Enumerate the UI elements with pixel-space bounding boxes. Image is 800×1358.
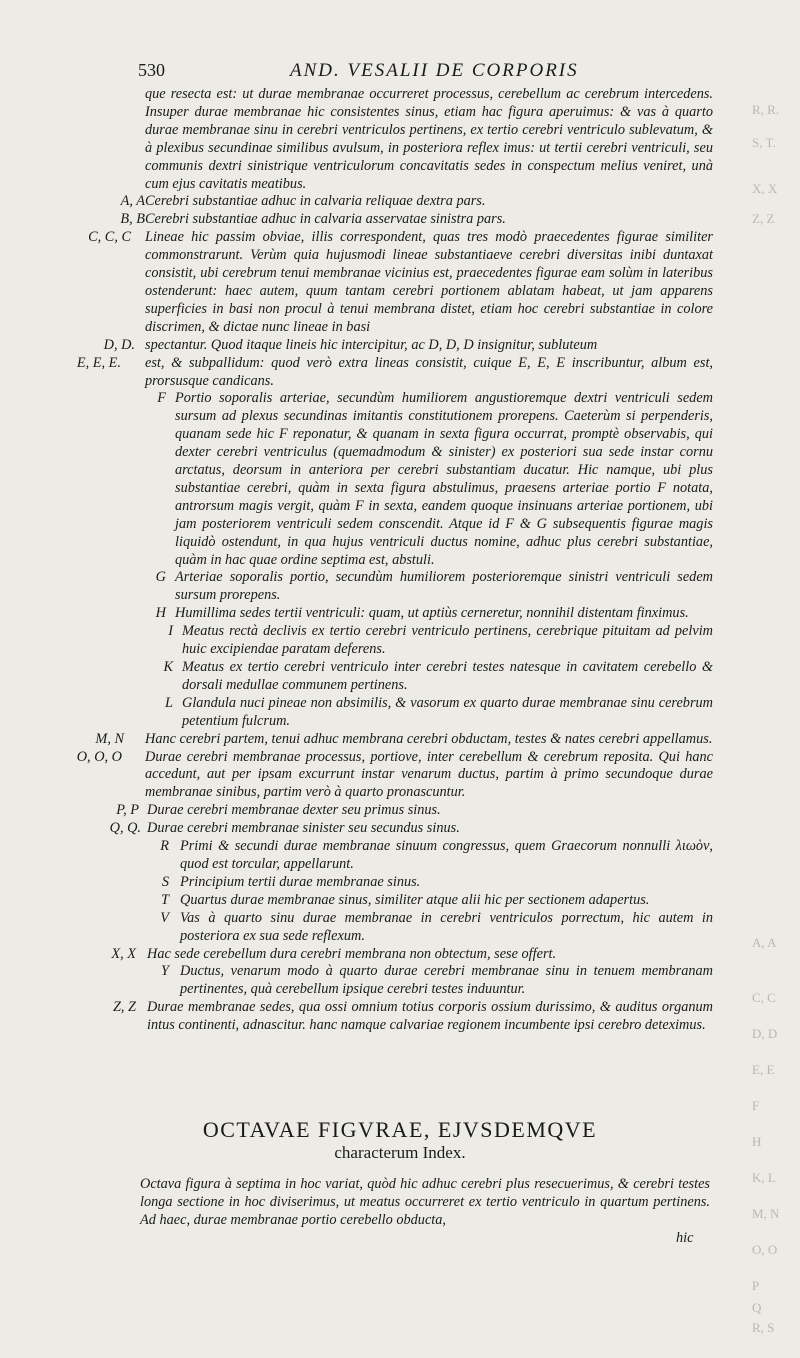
section-heading [0, 1118, 800, 1164]
bleed-through-mark: S, T. [752, 135, 776, 150]
legend-text: Cerebri substantiae adhuc in calvaria reliquae dextra pars. [145, 193, 486, 210]
bleed-through-mark: R, R. [752, 102, 780, 117]
bleed-through-mark: M, N [752, 1206, 780, 1221]
bleed-through-mark: F [752, 1098, 760, 1113]
page-header [138, 60, 698, 84]
legend-label: K [163, 659, 173, 675]
legend-label: B, B [120, 211, 145, 228]
bleed-through-mark: P [752, 1278, 760, 1293]
legend-label: I [168, 623, 173, 640]
legend-entry [0, 337, 800, 355]
legend-entry [0, 910, 800, 946]
legend-text: Lineae hic passim obviae, illis correspondent, quas tres modò praecedentes figurae similiter commonstrarunt. Verùm quia hujusmodi lineae substantiaeve cerebri diversitas inibi duntaxat consistit, ubi cerebrum tenui membranae vicinius est, praecedentes figurae eam solùm in lateribus ostenderunt: haec autem, quum tantam cerebri portionem ablatam habeat, ut jam apparens superficies in basi non procul à tenui membrana distet, etiam hoc cerebri substantiae in colore discrimen, & dictae nunc lineae in basi [145, 229, 713, 335]
legend-entry [0, 355, 800, 391]
legend-entry [0, 963, 800, 999]
legend-label: A, A [120, 193, 145, 210]
legend-label: C, C, C [88, 229, 131, 246]
legend-label: Q, Q. [109, 820, 141, 837]
legend-text: est, & subpallidum: quod verò extra lineas consistit, cuique E, E, E inscribuntur, album est, prorsusque candicans. [145, 354, 713, 389]
legend-text: Durae cerebri membranae sinister seu secundus sinus. [147, 820, 460, 837]
legend-label: P, P [116, 802, 139, 819]
section-subtitle: characterum Index. [334, 1143, 466, 1162]
bleed-through-mark: K, L [752, 1170, 776, 1185]
page-body [0, 86, 800, 1035]
running-head: AND. VESALII DE CORPORIS [290, 60, 579, 81]
section-title: OCTAVAE FIGVRAE, EJVSDEMQVE [202, 1117, 598, 1142]
legend-text: Portio soporalis arteriae, secundùm humiliorem angustioremque dextri ventriculi sedem sursum ad plexus secundinas imitantis constitutionem prorepens. Caeterùm si perpenderis, quanam sede hic F reponatur, & quanam in sexta figura occurrat, promptè observabis, qui dexter cerebri ventriculus (quemadmodum & sinister) ex posteriori sua sede instar cornu arctatus, deorsum in anteriora per cerebri substantiam ducatur. Hic namque, ubi plus substantiae cerebri, quàm in sexta figura abstulimus, praesens arteriae portio F notata, antrorsum magis vergit, quàm F in sexta, eandem quoque insinuans arteriae portionem, ubi jam posteriorem ventriculi sedem conscendit. Atque id F & G subsequentis figurae magis liquidò ostendunt, in qua hujus ventriculi ductus nomine, adhuc plus cerebri substantiae, quàm in hac quae ordine septima est, abstuli. [175, 390, 713, 568]
bleed-through-mark: O, O [752, 1242, 778, 1257]
legend-label: M, N [95, 730, 124, 747]
legend-label: Z, Z [112, 999, 136, 1016]
legend-text: Durae membranae sedes, qua ossi omnium totius corporis ossium durissimo, & auditus organum intus continenti, adnascitur. hanc namque calvariae regionem incumbente ipsi cerebro deteximus. [147, 999, 713, 1034]
legend-text: Hac sede cerebellum dura cerebri membrana non obtectum, sese offert. [147, 945, 557, 962]
legend-entry [0, 695, 800, 731]
legend-text: Humillima sedes tertii ventriculi: quam, ut aptiùs cerneretur, nonnihil distentam finximus. [175, 605, 689, 622]
legend-entry [0, 892, 800, 910]
legend-text: Glandula nuci pineae non absimilis, & vasorum ex quarto durae membranae sinu cerebrum petentium fulcrum. [182, 694, 713, 729]
legend-text: Hanc cerebri partem, tenui adhuc membrana cerebri obductam, testes & nates cerebri appellamus. [145, 730, 713, 747]
legend-text: Ductus, venarum modo à quarto durae cerebri membranae sinu in tenuem membranam pertinentes, quà cerebellum ipsique cerebri testes induuntur. [180, 963, 713, 998]
legend-entry [0, 946, 800, 964]
legend-entry [0, 749, 800, 803]
legend-text: Principium tertii durae membranae sinus. [180, 873, 421, 890]
legend-label: Y [161, 963, 169, 980]
legend-label: G [155, 569, 166, 586]
bleed-through-mark: C, C [752, 990, 776, 1005]
legend-entry [0, 999, 800, 1035]
legend-text: Arteriae soporalis portio, secundùm humiliorem posterioremque sinistri ventriculi sedem sursum prorepens. [175, 569, 713, 604]
legend-text: Meatus ex tertio cerebri ventriculo inter cerebri testes natesque in cavitatem cerebello & dorsali medullae communem pertinens. [182, 659, 713, 693]
legend-text: Durae cerebri membranae dexter seu primus sinus. [147, 802, 441, 819]
legend-entry [0, 802, 800, 820]
legend-entry [0, 390, 800, 569]
page-number: 530 [138, 60, 165, 80]
bleed-through-mark: X, X [752, 181, 778, 196]
bleed-through-mark: D, D [752, 1026, 778, 1041]
legend-entry [0, 659, 800, 695]
legend-label: X, X [111, 945, 136, 962]
legend-entry [0, 820, 800, 838]
legend-text: Meatus rectà declivis ex tertio cerebri ventriculo pertinens, cerebrique pituitam ad pelvim huic excipiendae paratam deferens. [182, 623, 713, 658]
legend-text: Cerebri substantiae adhuc in calvaria asservatae sinistra pars. [145, 211, 506, 228]
catchword: hic [676, 1230, 694, 1246]
legend-entry [0, 731, 800, 749]
legend-label: T [161, 891, 169, 908]
legend-entry [0, 605, 800, 623]
legend-entries [0, 193, 800, 1035]
bleed-through-mark: A, A [752, 935, 777, 950]
legend-text: Primi & secundi durae membranae sinuum congressus, quem Graecorum nonnulli λιωὸν, quod est torcular, appellarunt. [180, 838, 713, 872]
legend-label: L [165, 694, 173, 711]
legend-entry [0, 211, 800, 229]
legend-label: R [160, 838, 169, 855]
legend-label: O, O, O [76, 748, 122, 765]
legend-text: Quartus durae membranae sinus, similiter atque alii hic per sectionem adapertus. [180, 891, 650, 908]
bleed-through-mark: E, E [752, 1062, 775, 1077]
bleed-through-mark: Q [752, 1300, 762, 1315]
legend-label: D, D. [103, 336, 135, 353]
bleed-through-mark: H [752, 1134, 762, 1149]
bleed-through-mark: Z, Z [752, 211, 775, 226]
legend-label: S [161, 873, 169, 890]
legend-entry [0, 874, 800, 892]
legend-text: Vas à quarto sinu durae membranae in cerebri ventriculos porrectum, hic autem in posteriora ex sua sede reflexum. [180, 909, 713, 944]
legend-entry [0, 229, 800, 336]
legend-label: E, E, E. [76, 354, 121, 371]
legend-label: F [157, 390, 166, 407]
intro-paragraph: que resecta est: ut durae membranae occurreret processus, cerebellum ac cerebrum intercedens. Insuper durae membranae hic consistentes sinus, etiam hac figura aperuimus: & vas à quarto durae membranae sinu in cerebri ventriculos pertinens, ex tertio cerebri ventriculo sublevatum, & à plexibus secundinae similibus avulsum, in posteriora reflex imus: ut tertii cerebri ventriculi, seu communis dextri sinistrique ventriculorum concavitatis sedes in conspectum melius veniret, unà cum ejus cavitatis meatibus. [145, 86, 713, 192]
legend-entry [0, 623, 800, 659]
legend-entry [0, 193, 800, 211]
legend-text: Durae cerebri membranae processus, portiove, inter cerebellum & cerebrum reposita. Qui hanc accedunt, aut per ipsam excurrunt instar venarum ductus, partim à primo secundoque durae membranae sinibus, partim verò à quarto pronascuntur. [145, 748, 713, 801]
legend-entry [0, 838, 800, 874]
legend-label: V [160, 909, 169, 926]
final-paragraph: Octava figura à septima in hoc variat, quòd hic adhuc cerebri plus resecuerimus, & cerebri testes longa sectione in hoc diviserimus, ut meatus occurreret ex tertio ventriculo in quartum pertinens. Ad haec, durae membranae portio cerebello obducta, [140, 1176, 710, 1228]
bleed-through-mark: R, S [752, 1320, 775, 1335]
legend-text: spectantur. Quod itaque lineis hic intercipitur, ac D, D, D insignitur, subluteum [145, 336, 598, 353]
legend-entry [0, 569, 800, 605]
legend-label: H [155, 605, 166, 622]
